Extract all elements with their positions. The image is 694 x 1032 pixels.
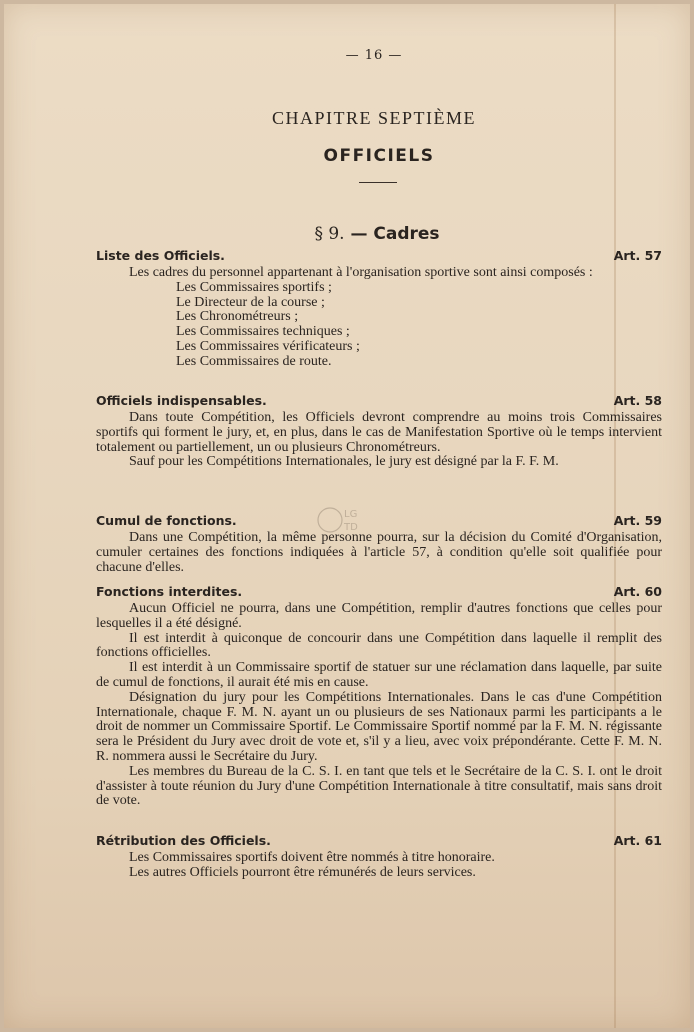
article-paragraph: Sauf pour les Compétitions Internationales, le jury est désigné par la F. F. M.	[129, 454, 559, 470]
section-title	[4, 224, 690, 244]
article-61	[96, 833, 662, 881]
list-item: Les Commissaires techniques ;	[176, 324, 350, 340]
article-paragraph: Il est interdit à un Commissaire sportif de statuer sur une réclamation dans laquelle, par suite de cumul de fonctions, il aurait été mis en cause.	[96, 660, 662, 690]
article-58	[96, 393, 662, 470]
list-item: Le Directeur de la course ;	[176, 294, 325, 310]
article-heading: Cumul de fonctions.	[96, 513, 237, 528]
article-paragraph: Dans une Compétition, la même personne pourra, sur la décision du Comité d'Organisation, cumuler certaines des fonctions indiquées à l'article 57, à condition qu'elle soit qualifiée pour chacune d'elles.	[96, 530, 662, 575]
article-number: Art. 58	[613, 393, 662, 408]
article-number: Art. 60	[613, 584, 662, 599]
article-paragraph: Les membres du Bureau de la C. S. I. en tant que tels et le Secrétaire de la C. S. I. ont le droit d'assister à toute réunion du Jury d'une Compétition Internationale à titre consultatif, mais sans droit de vote.	[96, 763, 662, 809]
officials-list	[96, 281, 662, 370]
article-paragraph: Les Commissaires sportifs doivent être nommés à titre honoraire.	[129, 850, 495, 865]
list-item: Les Chronométreurs ;	[176, 309, 299, 325]
article-paragraph: Dans toute Compétition, les Officiels devront comprendre au moins trois Commissaires sportifs qui forment le jury, et, en plus, dans le cas de Manifestation Sportive où le temps intervient totalement ou partiellement, un ou plusieurs Chronométreurs.	[96, 410, 662, 455]
list-item: Les Commissaires de route.	[176, 353, 332, 369]
document-page	[4, 4, 690, 1028]
list-item: Les Commissaires sportifs ;	[176, 279, 332, 295]
stamp-text-bottom: TD	[344, 522, 358, 533]
list-item: Les Commissaires vérificateurs ;	[176, 338, 360, 354]
article-60	[96, 584, 662, 809]
chapter-title: OFFICIELS	[323, 146, 435, 166]
title-rule	[359, 182, 397, 183]
article-paragraph: Il est interdit à quiconque de concourir dans une Compétition dans laquelle il remplit des fonctions officielles.	[96, 630, 662, 661]
article-paragraph: Les cadres du personnel appartenant à l'organisation sportive sont ainsi composés :	[129, 265, 593, 280]
chapter-heading: CHAPITRE SEPTIÈME	[271, 108, 476, 128]
article-number: Art. 61	[613, 833, 662, 848]
article-paragraph: Aucun Officiel ne pourra, dans une Compétition, remplir d'autres fonctions que celles pour lesquelles il a été désigné.	[96, 601, 662, 631]
article-57	[96, 248, 662, 370]
article-heading: Liste des Officiels.	[96, 248, 225, 263]
library-stamp	[316, 500, 368, 540]
section-symbol: § 9.	[314, 224, 345, 244]
stamp-text-top: LG	[344, 509, 358, 520]
page-number: — 16 —	[345, 48, 403, 63]
article-heading: Officiels indispensables.	[96, 393, 267, 408]
article-number: Art. 59	[613, 513, 662, 528]
article-number: Art. 57	[613, 248, 662, 263]
article-heading: Fonctions interdites.	[96, 584, 243, 599]
article-59	[96, 513, 662, 575]
article-paragraph: Les autres Officiels pourront être rémunérés de leurs services.	[129, 864, 476, 880]
article-heading: Rétribution des Officiels.	[96, 833, 271, 848]
section-title-text: — Cadres	[350, 224, 440, 244]
article-paragraph: Désignation du jury pour les Compétitions Internationales. Dans le cas d'une Compétition Internationale, chaque F. M. N. ayant un ou plusieurs de ses Nationaux parmi les participants a le droit de nommer un Commissaire Sportif. Le Commissaire Sportif nommé par la F. M. N. régissante sera le Président du Jury avec droit de vote et, s'il y a lieu, avec voix prépondérante. Cette F. M. N. R. nommera aussi le Secrétaire du Jury.	[96, 689, 662, 764]
